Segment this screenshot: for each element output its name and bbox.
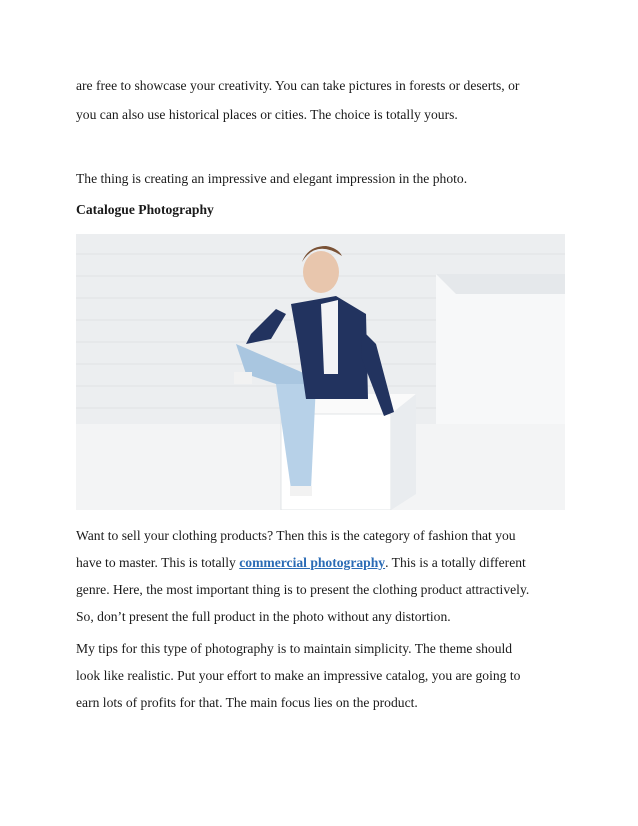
intro-line-1: are free to showcase your creativity. You can take pictures in forests or deserts, or [76, 78, 520, 93]
body-p1-line-2-before: have to master. This is totally [76, 555, 240, 570]
body-p1-line-2 [76, 554, 526, 571]
commercial-photography-link[interactable]: commercial photography [239, 555, 386, 570]
body-p2-line-3: earn lots of profits for that. The main focus lies on the product. [76, 695, 418, 710]
body-p2-line-1: My tips for this type of photography is to maintain simplicity. The theme should [76, 641, 513, 656]
body-p1-line-4: So, don’t present the full product in the photo without any distortion. [76, 609, 451, 624]
impression-line: The thing is creating an impressive and elegant impression in the photo. [76, 171, 468, 186]
intro-line-2: you can also use historical places or cities. The choice is totally yours. [76, 107, 458, 122]
body-p2-line-2: look like realistic. Put your effort to make an impressive catalog, you are going to [76, 668, 521, 683]
body-p1-line-2-after: . This is a totally different [385, 555, 526, 570]
body-p1-line-1: Want to sell your clothing products? Then this is the category of fashion that you [76, 528, 516, 543]
section-heading: Catalogue Photography [76, 202, 214, 217]
catalogue-photo [76, 234, 565, 510]
body-p1-line-3: genre. Here, the most important thing is to present the clothing product attractively. [76, 582, 530, 597]
